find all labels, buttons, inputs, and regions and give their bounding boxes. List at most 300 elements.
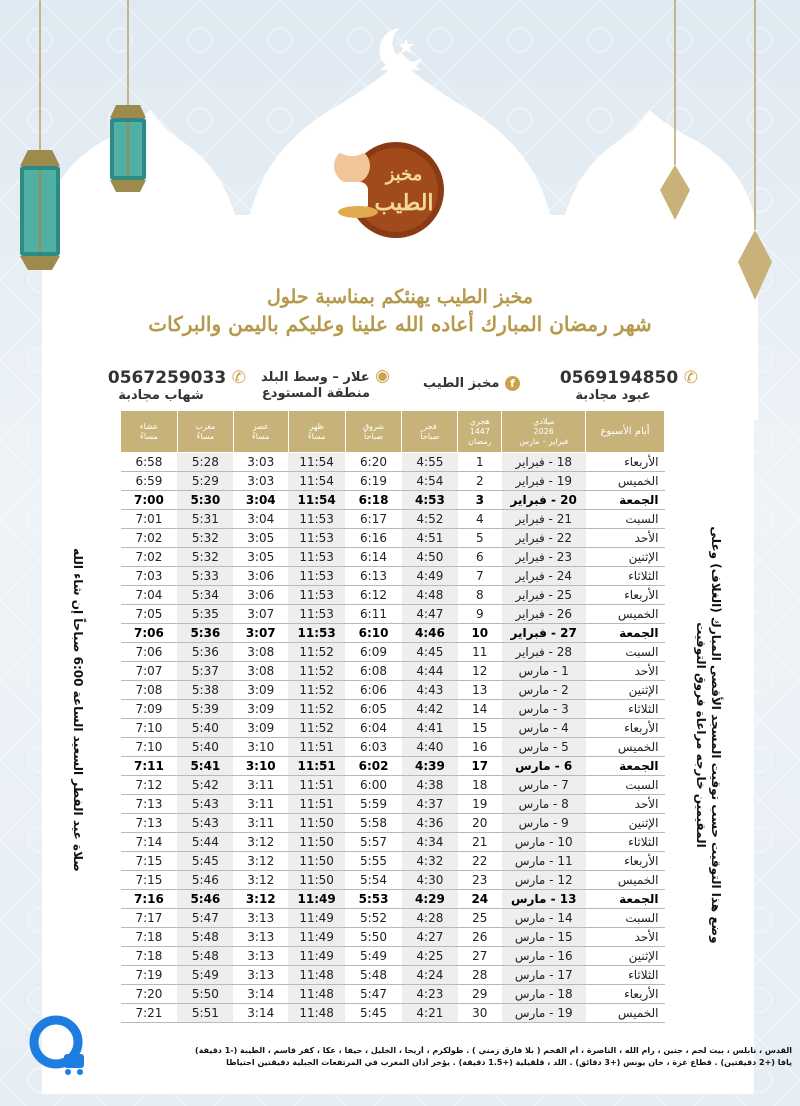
cell-greg: 23 - فبراير [502,548,586,567]
cell-maghrib: 5:48 [177,928,233,947]
cell-greg: 9 - مارس [502,814,586,833]
cell-sunrise: 6:08 [345,662,402,681]
cell-sunrise: 6:02 [345,757,402,776]
lantern-icon [100,0,156,200]
cell-fajr: 4:38 [402,776,458,795]
logo-text-line2: الطيب [374,190,434,216]
table-row [121,947,665,966]
cell-asr: 3:07 [233,605,288,624]
table-row [121,491,665,510]
cell-dhuhr: 11:51 [288,757,345,776]
table-row [121,852,665,871]
cell-fajr: 4:42 [402,700,458,719]
cell-dhuhr: 11:52 [288,700,345,719]
cell-hijri: 2 [458,472,502,491]
cell-greg: 25 - فبراير [502,586,586,605]
cell-isha: 6:59 [121,472,178,491]
cell-isha: 7:11 [121,757,178,776]
cell-asr: 3:11 [233,776,288,795]
cell-maghrib: 5:43 [177,814,233,833]
cell-maghrib: 5:49 [177,966,233,985]
cell-sunrise: 6:17 [345,510,402,529]
cell-sunrise: 5:58 [345,814,402,833]
phone1-number[interactable]: 0569194850 [559,368,679,388]
cell-sunrise: 6:04 [345,719,402,738]
cell-maghrib: 5:33 [177,567,233,586]
cell-hijri: 8 [458,586,502,605]
cell-sunrise: 5:48 [345,966,402,985]
cell-greg: 1 - مارس [502,662,586,681]
cell-day: الإثنين [586,681,665,700]
cell-dhuhr: 11:51 [288,795,345,814]
cell-dhuhr: 11:54 [288,491,345,510]
cell-hijri: 14 [458,700,502,719]
cell-greg: 26 - فبراير [502,605,586,624]
prayer-times-table [120,410,665,1023]
table-row [121,567,665,586]
cell-greg: 21 - فبراير [502,510,586,529]
cell-isha: 7:01 [121,510,178,529]
cell-fajr: 4:21 [402,1004,458,1023]
cell-greg: 20 - فبراير [502,491,586,510]
cell-asr: 3:14 [233,985,288,1004]
cell-greg: 28 - فبراير [502,643,586,662]
table-row [121,605,665,624]
cell-hijri: 28 [458,966,502,985]
table-row [121,529,665,548]
cell-sunrise: 6:05 [345,700,402,719]
cell-dhuhr: 11:51 [288,738,345,757]
cell-asr: 3:11 [233,795,288,814]
cell-maghrib: 5:45 [177,852,233,871]
cell-greg: 24 - فبراير [502,567,586,586]
cell-day: الخميس [586,605,665,624]
cell-hijri: 13 [458,681,502,700]
location-line2: منطقة المستودع [261,386,370,401]
table-row [121,624,665,643]
cell-greg: 18 - مارس [502,985,586,1004]
cell-day: الجمعة [586,757,665,776]
cell-day: الإثنين [586,814,665,833]
cell-hijri: 22 [458,852,502,871]
cell-greg: 12 - مارس [502,871,586,890]
cell-hijri: 18 [458,776,502,795]
cell-maghrib: 5:40 [177,719,233,738]
cell-isha: 7:21 [121,1004,178,1023]
cell-asr: 3:10 [233,757,288,776]
cell-maghrib: 5:51 [177,1004,233,1023]
logo-text-line1: مخبز [385,164,423,185]
cell-dhuhr: 11:54 [288,472,345,491]
cell-asr: 3:06 [233,586,288,605]
cell-maghrib: 5:46 [177,890,233,909]
phone-icon: ✆ [231,368,246,388]
cell-maghrib: 5:44 [177,833,233,852]
cell-dhuhr: 11:53 [288,548,345,567]
phone1-name: عبود مجادبة [575,388,651,403]
cell-sunrise: 5:47 [345,985,402,1004]
cell-asr: 3:03 [233,453,288,472]
cell-hijri: 10 [458,624,502,643]
footer-line1: القدس ، نابلس ، بيت لحم ، جنين ، رام الله ، الناصرة ، أم الفحم ( بلا فارق زمني ) . طولكرم ، أريحا ، الخليل ، حيفا ، عكا ، كفر قاسم ، الطيبة (-1 دقيقة) [195,1046,792,1055]
cell-sunrise: 5:59 [345,795,402,814]
cell-dhuhr: 11:48 [288,1004,345,1023]
cell-sunrise: 5:57 [345,833,402,852]
cell-isha: 6:58 [121,453,178,472]
cell-day: السبت [586,643,665,662]
cell-fajr: 4:40 [402,738,458,757]
cell-maghrib: 5:28 [177,453,233,472]
footer-line2: يافا (+2 دقيقتين) . قطاع غزة ، خان يونس (+3 دقائق) . اللد ، قلقيلية (+1.5 دقيقة) . يؤخر أذان المغرب في المرتفعات الجبلية دقيقتين احتياطاً [226,1058,792,1067]
cell-fajr: 4:52 [402,510,458,529]
table-row [121,871,665,890]
cell-day: الأربعاء [586,985,665,1004]
cell-day: الثلاثاء [586,567,665,586]
cell-isha: 7:17 [121,909,178,928]
cell-dhuhr: 11:53 [288,605,345,624]
cell-greg: 8 - مارس [502,795,586,814]
cell-isha: 7:09 [121,700,178,719]
cell-isha: 7:07 [121,662,178,681]
cell-maghrib: 5:35 [177,605,233,624]
cell-sunrise: 6:18 [345,491,402,510]
cell-dhuhr: 11:49 [288,890,345,909]
cell-hijri: 23 [458,871,502,890]
contact-phone2 [96,368,246,403]
cell-asr: 3:08 [233,643,288,662]
cell-fajr: 4:37 [402,795,458,814]
table-row [121,586,665,605]
cell-dhuhr: 11:53 [288,529,345,548]
table-row [121,453,665,472]
cell-isha: 7:03 [121,567,178,586]
cell-hijri: 26 [458,928,502,947]
cell-sunrise: 6:16 [345,529,402,548]
table-row [121,681,665,700]
cell-asr: 3:04 [233,491,288,510]
cell-isha: 7:12 [121,776,178,795]
cell-day: الجمعة [586,491,665,510]
brand-cart-logo [28,1014,90,1076]
cell-isha: 7:10 [121,719,178,738]
table-row [121,966,665,985]
facebook-icon: f [505,376,520,391]
contact-phone1 [548,368,698,403]
cell-greg: 22 - فبراير [502,529,586,548]
cell-isha: 7:20 [121,985,178,1004]
cell-day: الثلاثاء [586,700,665,719]
table-body [121,453,665,1023]
table-row [121,795,665,814]
cell-greg: 6 - مارس [502,757,586,776]
cell-hijri: 11 [458,643,502,662]
cell-maghrib: 5:47 [177,909,233,928]
cell-day: الأحد [586,529,665,548]
cell-fajr: 4:36 [402,814,458,833]
cell-fajr: 4:54 [402,472,458,491]
cell-greg: 16 - مارس [502,947,586,966]
cell-maghrib: 5:50 [177,985,233,1004]
cell-fajr: 4:45 [402,643,458,662]
cell-sunrise: 5:53 [345,890,402,909]
cell-fajr: 4:55 [402,453,458,472]
cell-sunrise: 6:13 [345,567,402,586]
cell-hijri: 9 [458,605,502,624]
cell-asr: 3:05 [233,529,288,548]
cell-greg: 7 - مارس [502,776,586,795]
cell-asr: 3:05 [233,548,288,567]
cell-fajr: 4:48 [402,586,458,605]
cell-fajr: 4:32 [402,852,458,871]
bakery-logo [318,130,450,242]
timing-note-line2: المقيمين خارجه مراعاة فروق التوقيت [694,622,708,848]
cell-asr: 3:04 [233,510,288,529]
cell-isha: 7:02 [121,529,178,548]
cell-greg: 19 - مارس [502,1004,586,1023]
table-row [121,662,665,681]
cell-day: السبت [586,510,665,529]
cell-day: الأحد [586,662,665,681]
cell-asr: 3:13 [233,928,288,947]
contact-facebook [410,372,520,391]
cell-maghrib: 5:37 [177,662,233,681]
cell-greg: 15 - مارس [502,928,586,947]
cell-asr: 3:14 [233,1004,288,1023]
cell-greg: 13 - مارس [502,890,586,909]
cell-maghrib: 5:31 [177,510,233,529]
cell-day: الإثنين [586,947,665,966]
cell-day: الثلاثاء [586,833,665,852]
header-asr: عصر مساءً [233,411,288,453]
cell-isha: 7:15 [121,852,178,871]
greeting-line1: مخبز الطيب يهنئكم بمناسبة حلول [266,286,534,308]
cell-hijri: 19 [458,795,502,814]
cell-isha: 7:13 [121,795,178,814]
cell-maghrib: 5:29 [177,472,233,491]
table-row [121,833,665,852]
cell-greg: 5 - مارس [502,738,586,757]
cell-dhuhr: 11:54 [288,453,345,472]
cell-asr: 3:13 [233,909,288,928]
cell-greg: 4 - مارس [502,719,586,738]
cell-isha: 7:13 [121,814,178,833]
cell-dhuhr: 11:48 [288,985,345,1004]
cell-dhuhr: 11:52 [288,681,345,700]
cell-day: الأربعاء [586,586,665,605]
timing-note-line1: وضع هذا التوقيت حسب توقيت المسجد الأقصى المبارك (الغلاف) وعلى [709,526,723,944]
cell-dhuhr: 11:49 [288,947,345,966]
cell-fajr: 4:51 [402,529,458,548]
cell-fajr: 4:39 [402,757,458,776]
cell-isha: 7:10 [121,738,178,757]
cell-sunrise: 5:45 [345,1004,402,1023]
table-row [121,928,665,947]
cell-asr: 3:12 [233,871,288,890]
cell-fajr: 4:46 [402,624,458,643]
cell-hijri: 30 [458,1004,502,1023]
cell-fajr: 4:30 [402,871,458,890]
cell-day: السبت [586,909,665,928]
cell-sunrise: 6:10 [345,624,402,643]
cell-hijri: 24 [458,890,502,909]
cell-fajr: 4:43 [402,681,458,700]
cell-hijri: 16 [458,738,502,757]
cell-sunrise: 5:54 [345,871,402,890]
cell-dhuhr: 11:50 [288,871,345,890]
phone-icon: ✆ [683,368,698,388]
cell-asr: 3:12 [233,833,288,852]
cell-fajr: 4:28 [402,909,458,928]
cell-dhuhr: 11:49 [288,909,345,928]
cell-isha: 7:14 [121,833,178,852]
cell-asr: 3:13 [233,966,288,985]
cell-fajr: 4:24 [402,966,458,985]
cell-sunrise: 6:00 [345,776,402,795]
header-sunrise: شروق صباحاً [345,411,402,453]
table-row [121,890,665,909]
cell-dhuhr: 11:50 [288,833,345,852]
cell-fajr: 4:47 [402,605,458,624]
phone2-name: شهاب مجادبة [118,388,204,403]
cell-sunrise: 5:55 [345,852,402,871]
cell-hijri: 4 [458,510,502,529]
ornament-icon [730,0,780,305]
cell-day: الأربعاء [586,453,665,472]
cell-sunrise: 5:49 [345,947,402,966]
location-line1: علار – وسط البلد [261,370,370,385]
cell-fajr: 4:49 [402,567,458,586]
cell-greg: 27 - فبراير [502,624,586,643]
cell-sunrise: 6:03 [345,738,402,757]
cell-isha: 7:08 [121,681,178,700]
timing-note [693,526,723,943]
header-dhuhr: ظهر مساءً [288,411,345,453]
table-row [121,757,665,776]
cell-greg: 17 - مارس [502,966,586,985]
cell-dhuhr: 11:52 [288,643,345,662]
cell-isha: 7:16 [121,890,178,909]
phone2-number[interactable]: 0567259033 [107,368,227,388]
cell-hijri: 7 [458,567,502,586]
table-header-row [121,411,665,453]
location-pin-icon: ◉ [375,366,390,386]
cell-isha: 7:05 [121,605,178,624]
cell-day: الإثنين [586,548,665,567]
cell-hijri: 1 [458,453,502,472]
cell-asr: 3:09 [233,700,288,719]
eid-prayer-note: صلاة عيد الفطر السعيد الساعة 6:00 صباحاً إن شاء الله [71,548,85,872]
header-gregorian: ميلادي 2026 فبراير – مارس [502,411,586,453]
cell-hijri: 5 [458,529,502,548]
cell-day: الخميس [586,1004,665,1023]
cell-sunrise: 6:19 [345,472,402,491]
cell-maghrib: 5:40 [177,738,233,757]
cell-day: الخميس [586,472,665,491]
cell-dhuhr: 11:50 [288,814,345,833]
cell-sunrise: 6:11 [345,605,402,624]
cell-day: الأربعاء [586,719,665,738]
header-maghrib: مغرب مساءً [177,411,233,453]
cell-fajr: 4:34 [402,833,458,852]
table-row [121,548,665,567]
cell-isha: 7:04 [121,586,178,605]
cell-greg: 19 - فبراير [502,472,586,491]
cell-dhuhr: 11:50 [288,852,345,871]
cell-maghrib: 5:39 [177,700,233,719]
cell-sunrise: 5:52 [345,909,402,928]
contact-location [250,366,390,401]
cell-sunrise: 6:06 [345,681,402,700]
greeting-line2: شهر رمضان المبارك أعاده الله علينا وعليكم باليمن والبركات [148,312,652,336]
cell-asr: 3:13 [233,947,288,966]
cell-dhuhr: 11:53 [288,567,345,586]
cell-hijri: 21 [458,833,502,852]
cell-hijri: 20 [458,814,502,833]
cell-day: الأحد [586,795,665,814]
cell-asr: 3:11 [233,814,288,833]
table-row [121,985,665,1004]
cell-day: الجمعة [586,890,665,909]
cell-greg: 14 - مارس [502,909,586,928]
cell-hijri: 15 [458,719,502,738]
cell-dhuhr: 11:48 [288,966,345,985]
cell-asr: 3:09 [233,681,288,700]
cell-maghrib: 5:32 [177,548,233,567]
table-row [121,643,665,662]
cell-greg: 3 - مارس [502,700,586,719]
cell-dhuhr: 11:52 [288,719,345,738]
cell-dhuhr: 11:49 [288,928,345,947]
cell-sunrise: 5:50 [345,928,402,947]
cell-isha: 7:19 [121,966,178,985]
cell-asr: 3:10 [233,738,288,757]
cell-isha: 7:02 [121,548,178,567]
cell-fajr: 4:53 [402,491,458,510]
crescent-star-icon [370,24,430,74]
cell-sunrise: 6:20 [345,453,402,472]
cell-fajr: 4:29 [402,890,458,909]
cell-asr: 3:08 [233,662,288,681]
cell-day: الثلاثاء [586,966,665,985]
table-row [121,719,665,738]
table-row [121,738,665,757]
table-row [121,510,665,529]
cell-hijri: 29 [458,985,502,1004]
cell-fajr: 4:50 [402,548,458,567]
cell-isha: 7:06 [121,624,178,643]
cell-dhuhr: 11:53 [288,624,345,643]
cell-day: الخميس [586,871,665,890]
table-row [121,776,665,795]
cell-maghrib: 5:30 [177,491,233,510]
cell-sunrise: 6:09 [345,643,402,662]
cell-fajr: 4:23 [402,985,458,1004]
cell-greg: 18 - فبراير [502,453,586,472]
cell-isha: 7:18 [121,947,178,966]
table-row [121,700,665,719]
cell-maghrib: 5:43 [177,795,233,814]
cell-hijri: 25 [458,909,502,928]
cell-day: الجمعة [586,624,665,643]
cell-hijri: 6 [458,548,502,567]
cell-maghrib: 5:46 [177,871,233,890]
cell-isha: 7:15 [121,871,178,890]
cell-dhuhr: 11:51 [288,776,345,795]
cell-day: الخميس [586,738,665,757]
lantern-icon [10,0,70,280]
facebook-name[interactable]: مخبز الطيب [423,376,500,391]
cell-day: السبت [586,776,665,795]
